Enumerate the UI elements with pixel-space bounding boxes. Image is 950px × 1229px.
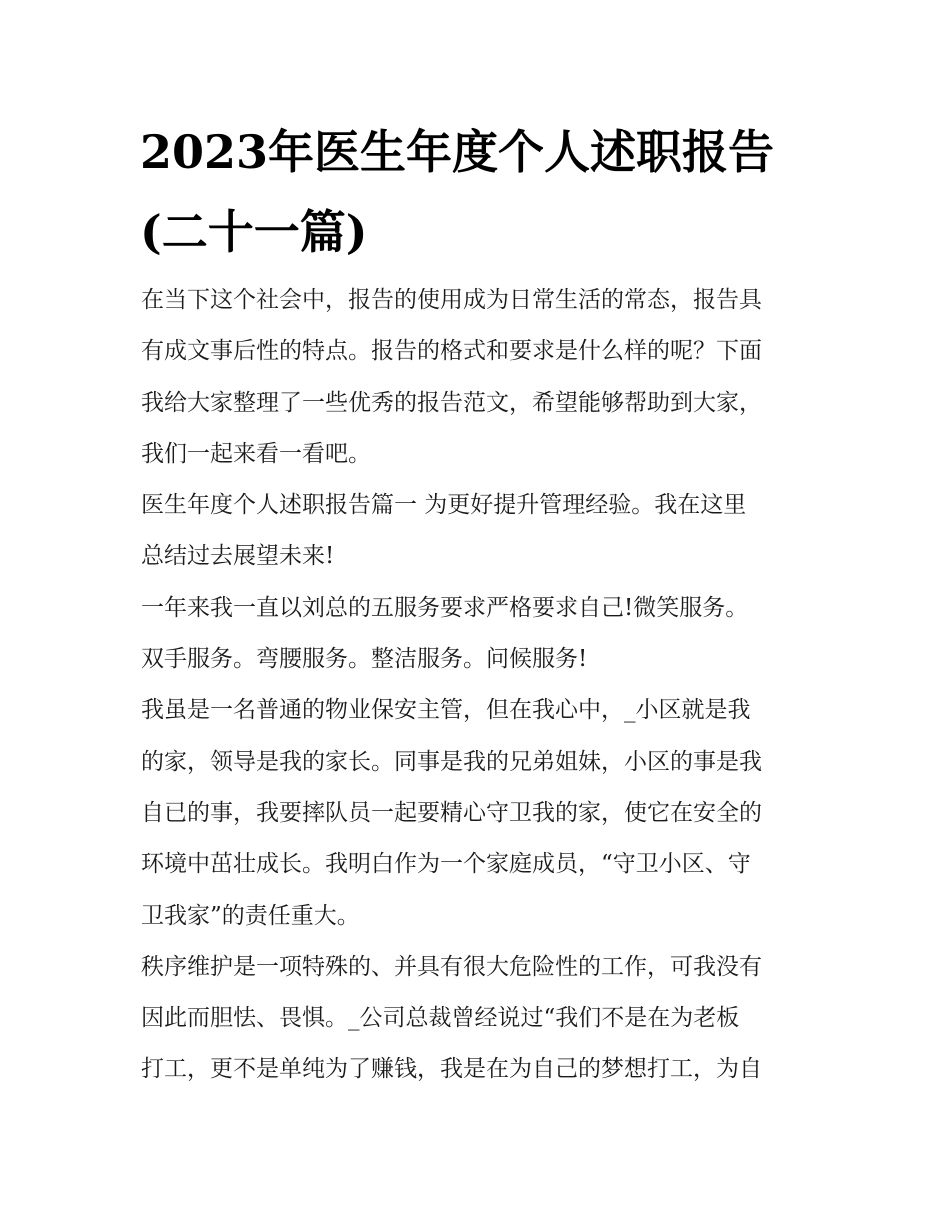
document-title: [140, 112, 830, 272]
body-line: 因此而胆怯、畏惧。_公司总裁曾经说过“我们不是在为老板: [141, 1005, 740, 1032]
body-line: 我给大家整理了一些优秀的报告范文，希望能够帮助到大家，: [141, 389, 762, 416]
title-line: 2023年医生年度个人述职报告: [140, 125, 775, 179]
body-line: 秩序维护是一项特殊的、并具有很大危险性的工作，可我没有: [141, 953, 762, 980]
body-line: 我虽是一名普通的物业保安主管，但在我心中，_小区就是我: [141, 697, 751, 724]
body-line: 打工，更不是单纯为了赚钱，我是在为自己的梦想打工，为自: [141, 1056, 762, 1083]
body-line: 双手服务。弯腰服务。整洁服务。问候服务!: [141, 646, 588, 673]
body-line: 医生年度个人述职报告篇一 为更好提升管理经验。我在这里: [141, 492, 747, 519]
body-line: 总结过去展望未来!: [141, 543, 335, 570]
body-line: 自已的事，我要摔队员一起要精心守卫我的家，使它在安全的: [141, 799, 762, 826]
body-line: 有成文事后性的特点。报告的格式和要求是什么样的呢？下面: [141, 338, 762, 365]
body-line: 环境中茁壮成长。我明白作为一个家庭成员，“守卫小区、守: [141, 851, 751, 878]
document-body: [141, 275, 816, 1096]
title-line: (二十一篇): [140, 205, 368, 259]
body-line: 在当下这个社会中，报告的使用成为日常生活的常态，报告具: [141, 287, 762, 313]
body-line: 我们一起来看一看吧。: [141, 440, 371, 467]
body-line: 卫我家”的责任重大。: [141, 902, 360, 929]
body-line: 的家，领导是我的家长。同事是我的兄弟姐妹，小区的事是我: [141, 748, 762, 775]
body-line: 一年来我一直以刘总的五服务要求严格要求自己!微笑服务。: [141, 594, 749, 621]
